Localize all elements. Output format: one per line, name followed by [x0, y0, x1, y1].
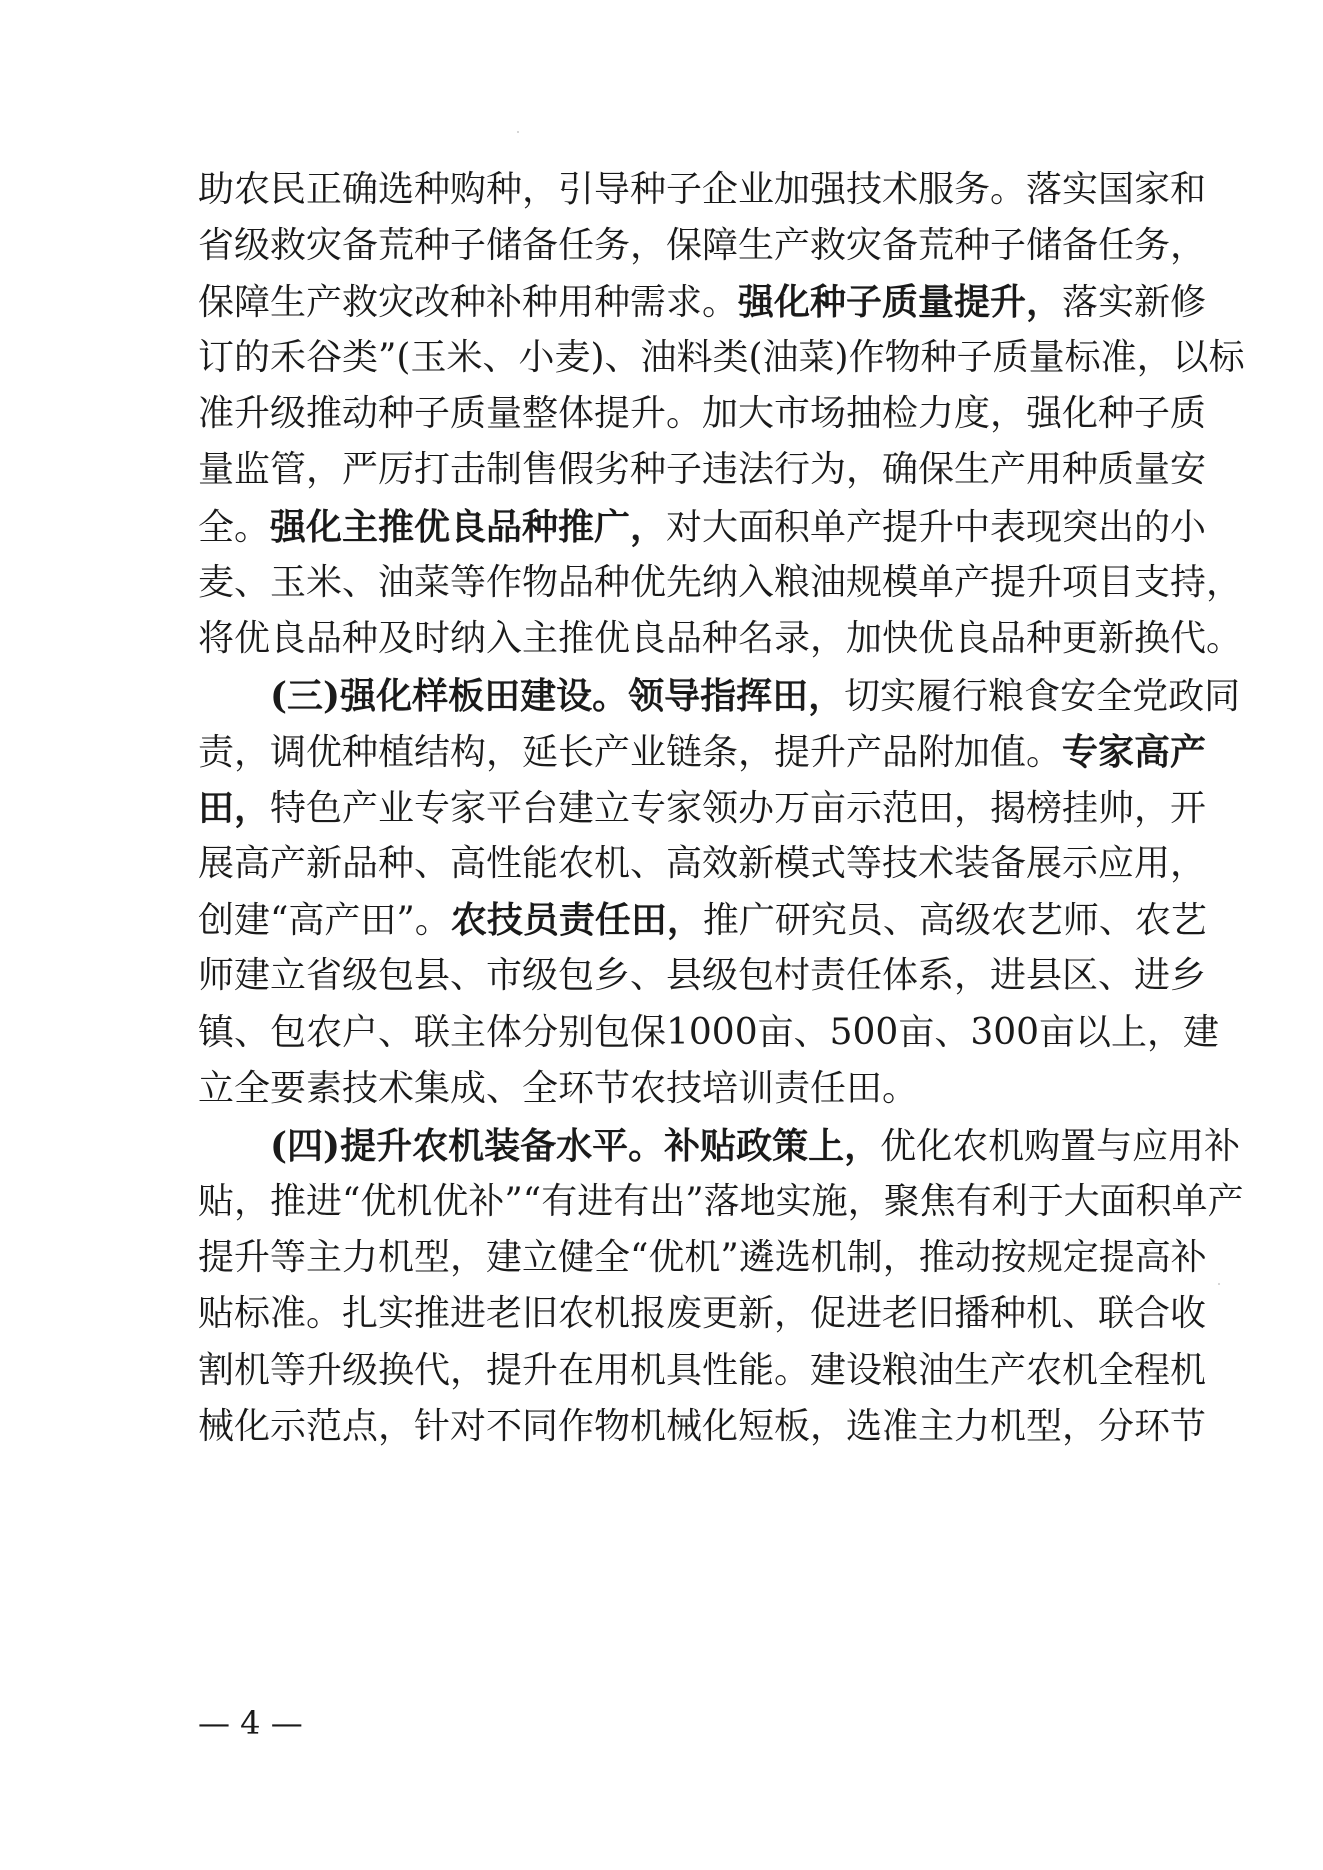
text-segment: 贴标准。扎实推进老旧农机报废更新，促进老旧播种机、联合收: [198, 1293, 1207, 1334]
text-line: [270, 666, 1241, 726]
text-segment: 展高产新品种、高性能农机、高效新模式等技术装备展示应用，: [198, 843, 1207, 884]
text-line: [198, 946, 1207, 1006]
text-segment: 贴，推进“优机优补”“有进有出”落地实施，聚焦有利于大面积单产: [198, 1181, 1244, 1222]
bold-phrase: (四)提升农机装备水平。补贴政策上，: [270, 1125, 881, 1167]
text-line: [270, 1116, 1241, 1176]
text-segment: 订的禾谷类”(玉米、小麦)、油料类(油菜)作物种子质量标准，以标: [198, 337, 1245, 378]
text-segment: 割机等升级换代，提升在用机具性能。建设粮油生产农机全程机: [198, 1350, 1207, 1391]
text-line: [198, 1172, 1244, 1232]
text-line: [198, 553, 1243, 613]
text-line: [198, 1228, 1207, 1288]
text-segment: 创建“高产田”。: [198, 900, 451, 941]
text-segment: 切实履行粮食安全党政同: [844, 676, 1241, 717]
bold-phrase: 强化种子质量提升，: [738, 281, 1063, 323]
text-segment: 全。: [198, 507, 271, 548]
text-segment: 保障生产救灾改种补种用种需求。: [198, 282, 739, 323]
text-line: [198, 1003, 1220, 1063]
scan-speck: [1218, 1283, 1220, 1285]
text-segment: 准升级推动种子质量整体提升。加大市场抽检力度，强化种子质: [198, 393, 1207, 434]
text-segment: 将优良品种及时纳入主推优良品种名录，加快优良品种更新换代。: [198, 618, 1243, 659]
text-line: [198, 1284, 1207, 1344]
text-line: [198, 216, 1207, 276]
bold-phrase: 农技员责任田，: [450, 899, 703, 941]
text-line: [198, 384, 1207, 444]
page-number: — 4 —: [198, 1704, 303, 1742]
text-line: [198, 890, 1207, 950]
text-segment: 助农民正确选种购种，引导种子企业加强技术服务。落实国家和: [198, 169, 1207, 210]
text-line: [198, 1059, 1180, 1119]
text-segment: 省级救灾备荒种子储备任务，保障生产救灾备荒种子储备任务，: [198, 225, 1207, 266]
bold-phrase: (三)强化样板田建设。领导指挥田，: [270, 675, 845, 717]
text-line: [198, 328, 1245, 388]
text-segment: 师建立省级包县、市级包乡、县级包村责任体系，进县区、进乡: [198, 955, 1207, 996]
text-line: [198, 160, 1207, 220]
bold-phrase: 强化主推优良品种推广，: [270, 506, 667, 548]
text-segment: 特色产业专家平台建立专家领办万亩示范田，揭榜挂帅，开: [270, 788, 1207, 829]
text-line: [198, 1397, 1207, 1457]
scan-speck: [517, 131, 519, 133]
text-segment: 优化农机购置与应用补: [880, 1126, 1241, 1167]
bold-phrase: 专家高产: [1062, 731, 1207, 773]
text-segment: 落实新修: [1062, 282, 1207, 323]
text-segment: 推广研究员、高级农艺师、农艺: [702, 900, 1207, 941]
bold-phrase: 田，: [198, 787, 271, 829]
text-line: [198, 778, 1207, 838]
text-line: [198, 272, 1207, 332]
text-line: [198, 834, 1207, 894]
text-segment: 提升等主力机型，建立健全“优机”遴选机制，推动按规定提高补: [198, 1237, 1207, 1278]
text-segment: 量监管，严厉打击制售假劣种子违法行为，确保生产用种质量安: [198, 449, 1207, 490]
text-line: [198, 497, 1207, 557]
text-segment: 对大面积单产提升中表现突出的小: [666, 507, 1207, 548]
text-line: [198, 440, 1207, 500]
text-line: [198, 1341, 1207, 1401]
text-line: [198, 722, 1207, 782]
text-segment: 械化示范点，针对不同作物机械化短板，选准主力机型，分环节: [198, 1406, 1207, 1447]
text-segment: 立全要素技术集成、全环节农技培训责任田。: [198, 1068, 919, 1109]
text-line: [198, 609, 1243, 669]
text-segment: 麦、玉米、油菜等作物品种优先纳入粮油规模单产提升项目支持，: [198, 562, 1243, 603]
text-segment: 责，调优种植结构，延长产业链条，提升产品附加值。: [198, 732, 1063, 773]
text-segment: 镇、包农户、联主体分别包保1000亩、500亩、300亩以上，建: [198, 1012, 1220, 1053]
